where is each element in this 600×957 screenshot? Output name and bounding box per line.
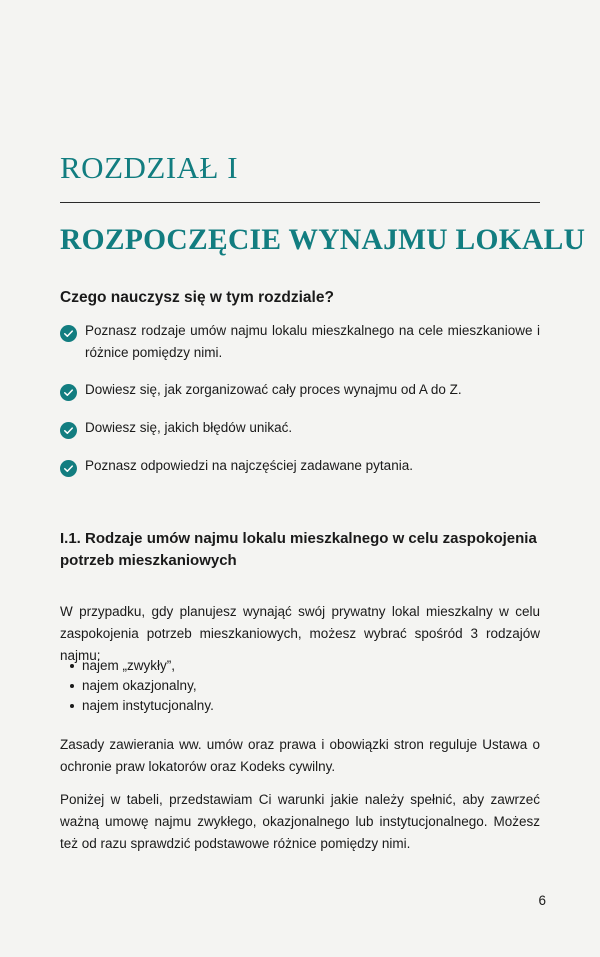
divider bbox=[60, 202, 540, 203]
check-circle-icon bbox=[60, 422, 77, 439]
list-item-text: najem instytucjonalny. bbox=[82, 698, 214, 713]
learning-checklist bbox=[60, 320, 540, 477]
bullet-dot-icon bbox=[70, 664, 74, 668]
chapter-label: ROZDZIAŁ I bbox=[60, 150, 239, 185]
bullet-dot-icon bbox=[70, 704, 74, 708]
checklist-item bbox=[60, 455, 540, 477]
list-item bbox=[60, 696, 214, 716]
check-circle-icon bbox=[60, 384, 77, 401]
list-item-text: najem okazjonalny, bbox=[82, 678, 197, 693]
paragraph-table-intro: Poniżej w tabeli, przedstawiam Ci warunki jakie należy spełnić, aby zawrzeć ważną umowę najmu zwykłego, okazjonalnego lub instytucjonalnego. Możesz też od razu sprawdzić podstawowe różnice pomiędzy nimi. bbox=[60, 792, 540, 851]
checklist-item-text: Dowiesz się, jak zorganizować cały proces wynajmu od A do Z. bbox=[85, 382, 462, 397]
list-item bbox=[60, 676, 214, 696]
checklist-item-text: Poznasz odpowiedzi na najczęściej zadawane pytania. bbox=[85, 458, 413, 473]
checklist-item bbox=[60, 379, 540, 401]
checklist-item-text: Dowiesz się, jakich błędów unikać. bbox=[85, 420, 293, 435]
paragraph-intro: W przypadku, gdy planujesz wynająć swój prywatny lokal mieszkalny w celu zaspokojenia potrzeb mieszkaniowych, możesz wybrać spośród 3 rodzajów najmu: bbox=[60, 604, 540, 663]
bullet-dot-icon bbox=[70, 684, 74, 688]
checklist-item-text: Poznasz rodzaje umów najmu lokalu mieszkalnego na cele mieszkaniowe i różnice pomiędzy nimi. bbox=[85, 323, 540, 360]
check-circle-icon bbox=[60, 325, 77, 342]
check-circle-icon bbox=[60, 460, 77, 477]
list-item-text: najem „zwykły”, bbox=[82, 658, 176, 673]
section-heading: I.1. Rodzaje umów najmu lokalu mieszkalnego w celu zaspokojenia potrzeb mieszkaniowych bbox=[60, 530, 537, 569]
page-number: 6 bbox=[538, 893, 546, 908]
checklist-item bbox=[60, 320, 540, 364]
checklist-item bbox=[60, 417, 540, 439]
chapter-title: ROZPOCZĘCIE WYNAJMU LOKALU bbox=[60, 224, 586, 256]
learn-heading: Czego nauczysz się w tym rozdziale? bbox=[60, 289, 334, 306]
paragraph-regulations: Zasady zawierania ww. umów oraz prawa i obowiązki stron reguluje Ustawa o ochronie praw lokatorów oraz Kodeks cywilny. bbox=[60, 737, 540, 774]
rental-types-list bbox=[60, 656, 214, 716]
list-item bbox=[60, 656, 214, 676]
